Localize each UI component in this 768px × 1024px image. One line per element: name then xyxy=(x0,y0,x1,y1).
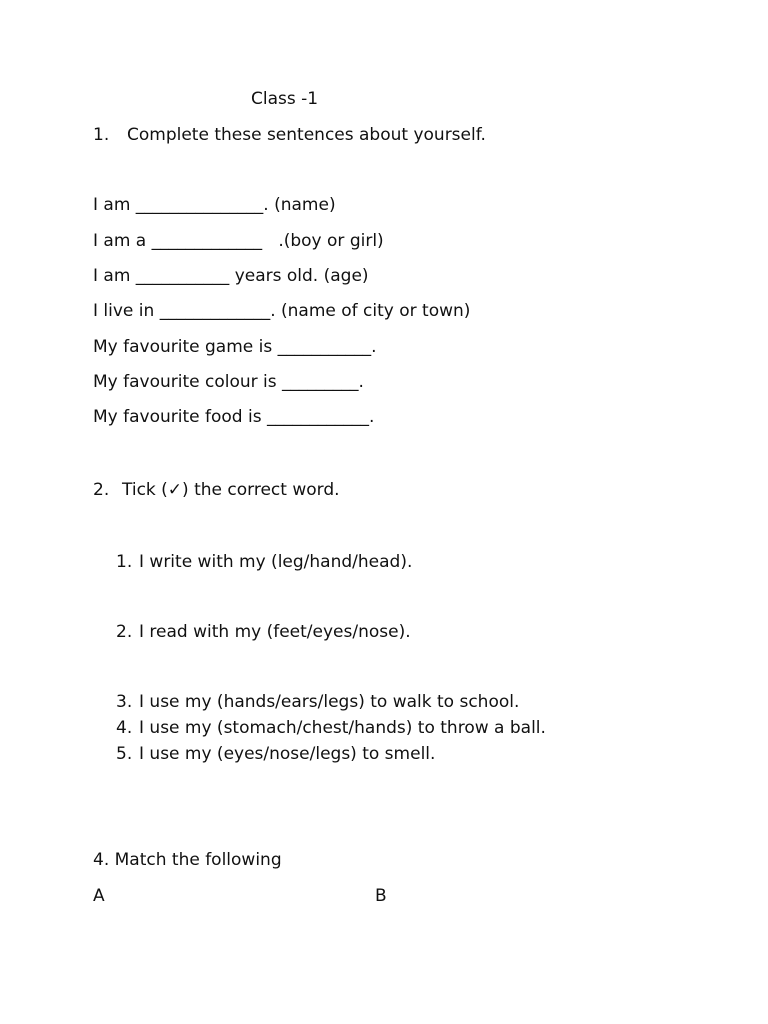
sentence-favourite-food: My favourite food is ____________. xyxy=(93,407,375,427)
sentence-city: I live in _____________. (name of city or town) xyxy=(93,301,471,321)
tick-item-4-text: I use my (stomach/chest/hands) to throw a ball. xyxy=(139,718,546,738)
sentence-boy-or-girl: I am a _____________ .(boy or girl) xyxy=(93,231,384,251)
section-1-number: 1. xyxy=(93,125,110,145)
sentence-favourite-colour: My favourite colour is _________. xyxy=(93,372,364,392)
section-2-heading: Tick (✓) the correct word. xyxy=(122,480,340,500)
column-b-label: B xyxy=(375,886,387,906)
column-a-label: A xyxy=(93,886,105,906)
tick-item-3-number: 3. xyxy=(116,692,133,712)
section-2-number: 2. xyxy=(93,480,110,500)
section-4-heading: 4. Match the following xyxy=(93,850,282,870)
sentence-name: I am _______________. (name) xyxy=(93,195,336,215)
section-1-heading: Complete these sentences about yourself. xyxy=(127,125,486,145)
tick-item-4-number: 4. xyxy=(116,718,133,738)
tick-item-2-text: I read with my (feet/eyes/nose). xyxy=(139,622,411,642)
page-title: Class -1 xyxy=(251,89,319,109)
tick-item-1-number: 1. xyxy=(116,552,133,572)
tick-item-3-text: I use my (hands/ears/legs) to walk to school. xyxy=(139,692,520,712)
tick-item-5-number: 5. xyxy=(116,744,133,764)
tick-item-1-text: I write with my (leg/hand/head). xyxy=(139,552,413,572)
tick-item-5-text: I use my (eyes/nose/legs) to smell. xyxy=(139,744,436,764)
sentence-age: I am ___________ years old. (age) xyxy=(93,266,369,286)
tick-item-2-number: 2. xyxy=(116,622,133,642)
sentence-favourite-game: My favourite game is ___________. xyxy=(93,337,377,357)
